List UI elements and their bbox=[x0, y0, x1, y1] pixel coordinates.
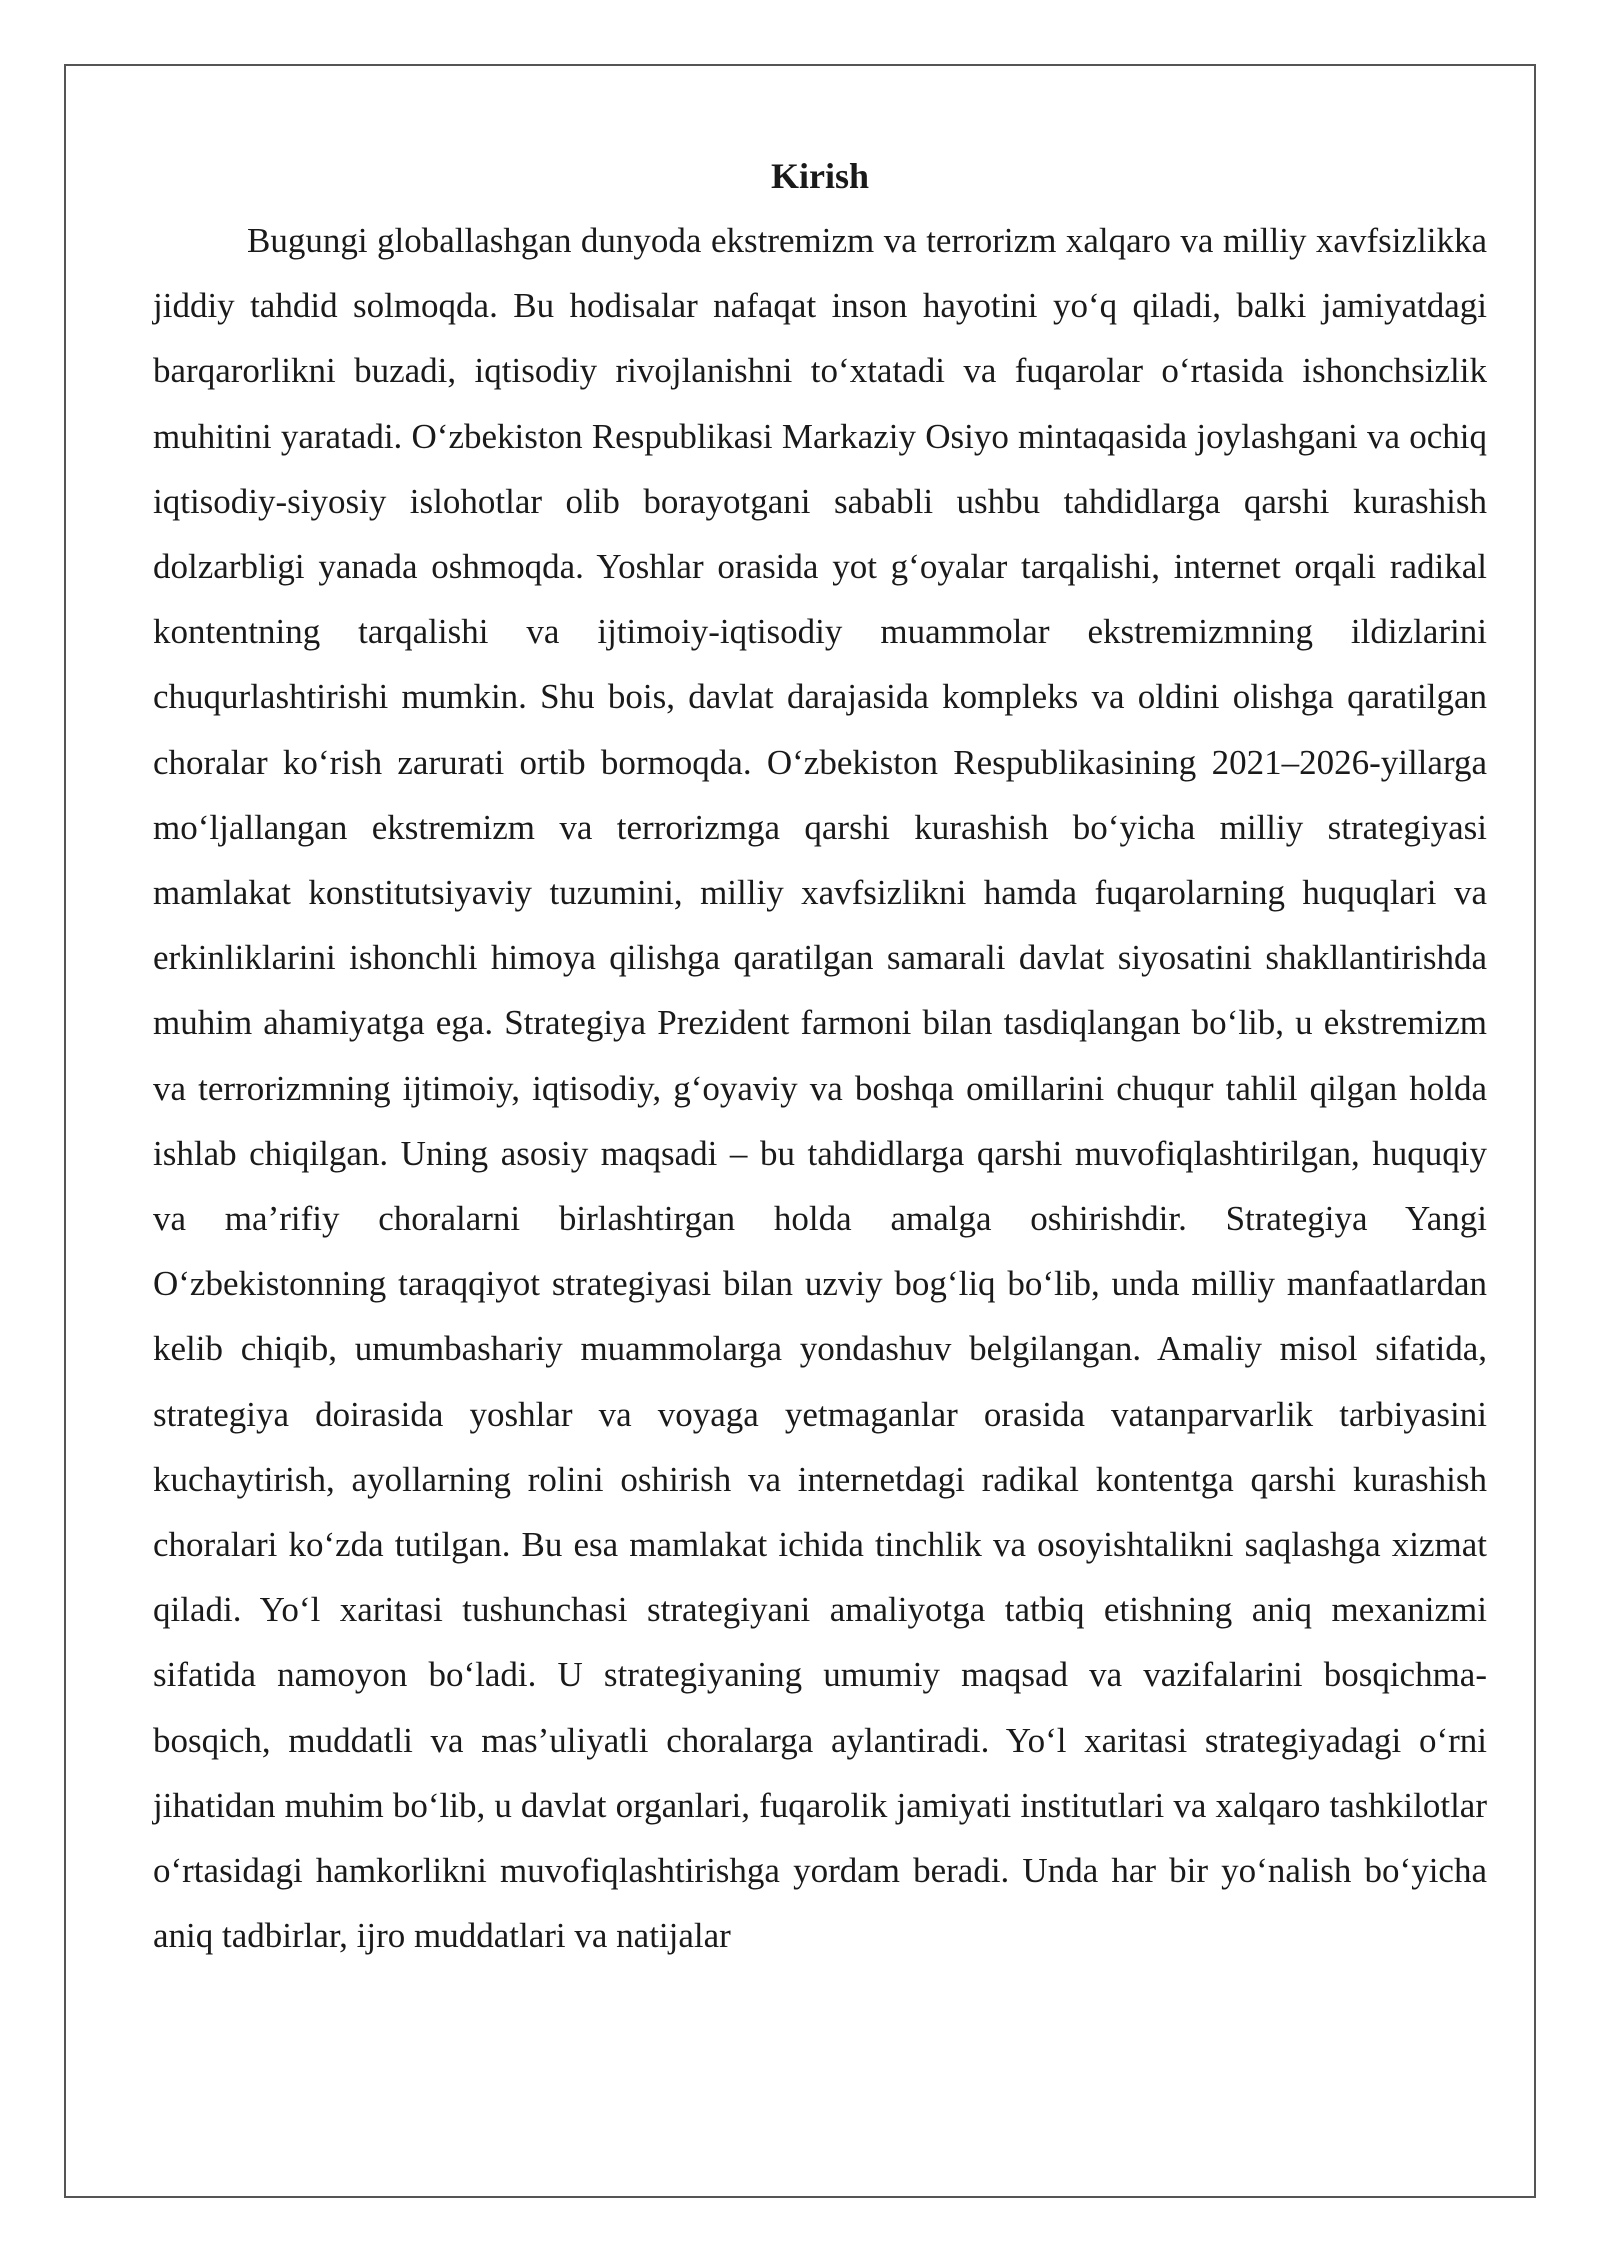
document-body bbox=[153, 144, 1487, 1968]
document-title: Kirish bbox=[770, 156, 869, 196]
body-paragraph: Bugungi globallashgan dunyoda ekstremizm va terrorizm xalqaro va milliy xavfsizlikka jiddiy tahdid solmoqda. Bu hodisalar nafaqat inson hayotini yo‘q qiladi, balki jamiyatdagi barqarorlikni buzadi, iqtisodiy rivojlanishni to‘xtatadi va fuqarolar o‘rtasida ishonchsizlik muhitini yaratadi. O‘zbekiston Respublikasi Markaziy Osiyo mintaqasida joylashgani va ochiq iqtisodiy-siyosiy islohotlar olib borayotgani sababli ushbu tahdidlarga qarshi kurashish dolzarbligi yanada oshmoqda. Yoshlar orasida yot g‘oyalar tarqalishi, internet orqali radikal kontentning tarqalishi va ijtimoiy-iqtisodiy muammolar ekstremizmning ildizlarini chuqurlashtirishi mumkin. Shu bois, davlat darajasida kompleks va oldini olishga qaratilgan choralar ko‘rish zarurati ortib bormoqda. O‘zbekiston Respublikasining 2021–2026-yillarga mo‘ljallangan ekstremizm va terrorizmga qarshi kurashish bo‘yicha milliy strategiyasi mamlakat konstitutsiyaviy tuzumini, milliy xavfsizlikni hamda fuqarolarning huquqlari va erkinliklarini ishonchli himoya qilishga qaratilgan samarali davlat siyosatini shakllantirishda muhim ahamiyatga ega. Strategiya Prezident farmoni bilan tasdiqlangan bo‘lib, u ekstremizm va terrorizmning ijtimoiy, iqtisodiy, g‘oyaviy va boshqa omillarini chuqur tahlil qilgan holda ishlab chiqilgan. Uning asosiy maqsadi – bu tahdidlarga qarshi muvofiqlashtirilgan, huquqiy va ma’rifiy choralarni birlashtirgan holda amalga oshirishdir. Strategiya Yangi O‘zbekistonning taraqqiyot strategiyasi bilan uzviy bog‘liq bo‘lib, unda milliy manfaatlardan kelib chiqib, umumbashariy muammolarga yondashuv belgilangan. Amaliy misol sifatida, strategiya doirasida yoshlar va voyaga yetmaganlar orasida vatanparvarlik tarbiyasini kuchaytirish, ayollarning rolini oshirish va internetdagi radikal kontentga qarshi kurashish choralari ko‘zda tutilgan. Bu esa mamlakat ichida tinchlik va osoyishtalikni saqlashga xizmat qiladi. Yo‘l xaritasi tushunchasi strategiyani amaliyotga tatbiq etishning aniq mexanizmi sifatida namoyon bo‘ladi. U strategiyaning umumiy maqsad va vazifalarini bosqichma-bosqich, muddatli va mas’uliyatli choralarga aylantiradi. Yo‘l xaritasi strategiyadagi o‘rni jihatidan muhim bo‘lib, u davlat organlari, fuqarolik jamiyati institutlari va xalqaro tashkilotlar o‘rtasidagi hamkorlikni muvofiqlashtirishga yordam beradi. Unda har bir yo‘nalish bo‘yicha aniq tadbirlar, ijro muddatlari va natijalar bbox=[153, 221, 1487, 1956]
